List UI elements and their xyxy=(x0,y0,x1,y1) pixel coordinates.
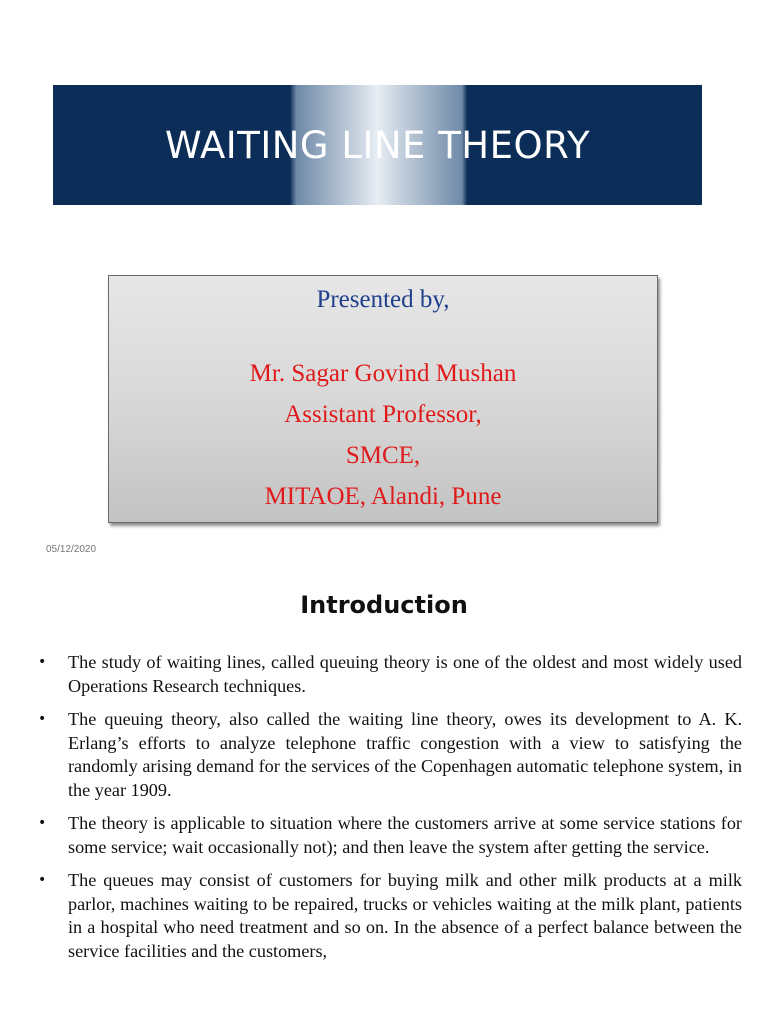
bullet-list xyxy=(36,651,742,973)
presenter-name: Mr. Sagar Govind Mushan xyxy=(249,360,517,387)
presenter-institution: MITAOE, Alandi, Pune xyxy=(264,483,502,510)
bullet-text: The theory is applicable to situation where the customers arrive at some service stations for some service; wait occasionally not); and then leave the system after getting the service. xyxy=(68,813,742,857)
list-item xyxy=(36,812,742,859)
bullet-icon: • xyxy=(38,654,47,670)
bullet-icon: • xyxy=(38,711,47,727)
presenter-details xyxy=(109,353,657,517)
presenter-box xyxy=(108,275,658,523)
presenter-department: SMCE, xyxy=(345,442,421,469)
bullet-text: The queuing theory, also called the waiting line theory, owes its development to A. K. Erlang’s efforts to analyze telephone traffic congestion with a view to satisfying the randomly arising demand for the services of the Copenhagen automatic telephone system, in the year 1909. xyxy=(68,709,742,800)
slide-date: 05/12/2020 xyxy=(46,544,97,555)
section-heading: Introduction xyxy=(300,591,468,619)
slide-title: WAITING LINE THEORY xyxy=(164,123,591,167)
bullet-icon: • xyxy=(38,872,47,888)
list-item xyxy=(36,651,742,698)
bullet-icon: • xyxy=(38,815,47,831)
bullet-text: The study of waiting lines, called queuing theory is one of the oldest and most widely used Operations Research techniques. xyxy=(68,652,742,696)
presenter-title: Assistant Professor, xyxy=(284,401,482,428)
list-item xyxy=(36,869,742,963)
presented-by-label: Presented by, xyxy=(316,286,450,313)
bullet-text: The queues may consist of customers for buying milk and other milk products at a milk parlor, machines waiting to be repaired, trucks or vehicles waiting at the milk plant, patients in a hospital who need treatment and so on. In the absence of a perfect balance between the service facilities and the customers, xyxy=(68,870,742,961)
list-item xyxy=(36,708,742,802)
title-banner xyxy=(53,85,702,205)
